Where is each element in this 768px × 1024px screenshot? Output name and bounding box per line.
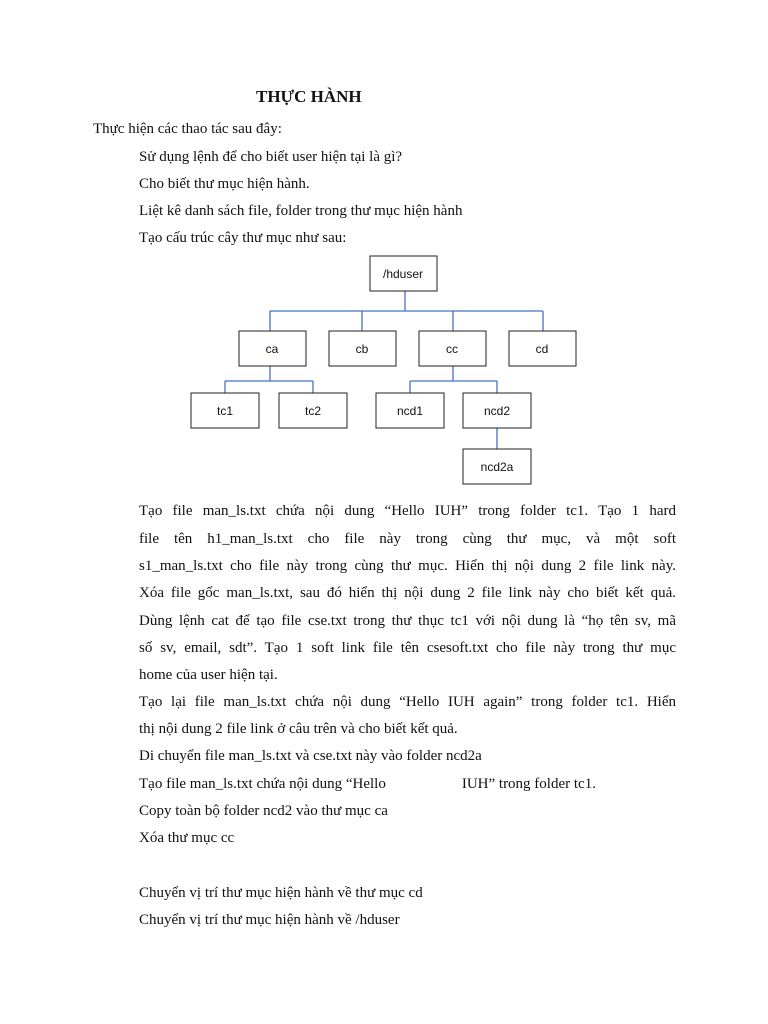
task-hello-line bbox=[139, 774, 596, 794]
node-ca bbox=[239, 331, 306, 366]
task-delete-cc: Xóa thư mục cc bbox=[139, 830, 235, 846]
task-list-files: Liệt kê danh sách file, folder trong thư mục hiện hành bbox=[139, 203, 463, 219]
node-root-label: /hduser bbox=[382, 267, 424, 281]
task-copy-folder: Copy toàn bộ folder ncd2 vào thư mục ca bbox=[139, 803, 388, 819]
node-tc1-label: tc1 bbox=[216, 404, 234, 418]
paragraph-line: Tạo file man_ls.txt chứa nội dung “Hello IUH” trong folder tc1. Tạo 1 hard bbox=[139, 503, 676, 519]
node-cb-label: cb bbox=[355, 342, 369, 356]
paragraph-line: Xóa file gốc man_ls.txt, sau đó hiển thị nội dung 2 file link này cho biết kết quả. bbox=[139, 585, 676, 601]
task-current-user: Sử dụng lệnh để cho biết user hiện tại là gì? bbox=[139, 149, 403, 165]
node-ncd2a-label: ncd2a bbox=[480, 460, 514, 474]
node-cc bbox=[419, 331, 486, 366]
task-hello-left: Tạo file man_ls.txt chứa nội dung “Hello bbox=[139, 776, 386, 792]
paragraph-line: Tạo lại file man_ls.txt chứa nội dung “Hello IUH again” trong folder tc1. Hiển bbox=[139, 694, 676, 710]
paragraph-line: thị nội dung 2 file link ở câu trên và cho biết kết quả. bbox=[139, 721, 458, 737]
node-cd bbox=[509, 331, 576, 366]
node-cd-label: cd bbox=[535, 342, 549, 356]
node-ncd1-label: ncd1 bbox=[396, 404, 424, 418]
paragraph-line: file tên h1_man_ls.txt cho file này trong cùng thư mục, và một soft bbox=[139, 531, 676, 547]
node-cc-label: cc bbox=[446, 342, 458, 356]
node-cb bbox=[329, 331, 396, 366]
task-hello-right: IUH” trong folder tc1. bbox=[461, 776, 596, 792]
node-ncd1 bbox=[376, 393, 444, 428]
paragraph-line: home của user hiện tại. bbox=[139, 667, 278, 683]
node-ncd2 bbox=[463, 393, 531, 428]
paragraph-line: số sv, email, sdt”. Tạo 1 soft link file tên csesoft.txt cho file này trong thư mục bbox=[139, 640, 676, 656]
paragraph-line: Dùng lệnh cat để tạo file cse.txt trong thư thục tc1 với nội dung là “họ tên sv, mã bbox=[139, 613, 676, 629]
task-cd-to-cd: Chuyển vị trí thư mục hiện hành về thư mục cd bbox=[139, 885, 423, 901]
node-root bbox=[370, 256, 437, 291]
node-ca-label: ca bbox=[265, 342, 279, 356]
paragraph-line: s1_man_ls.txt cho file này trong cùng thư mục. Hiển thị nội dung 2 file link này. bbox=[139, 558, 676, 574]
task-current-dir: Cho biết thư mục hiện hành. bbox=[139, 176, 310, 192]
node-tc2-label: tc2 bbox=[304, 404, 322, 418]
task-cd-to-hduser: Chuyển vị trí thư mục hiện hành về /hduser bbox=[139, 912, 400, 928]
node-ncd2a bbox=[463, 449, 531, 484]
page-title: THỰC HÀNH bbox=[256, 87, 362, 106]
task-create-tree: Tạo cấu trúc cây thư mục như sau: bbox=[139, 230, 347, 246]
paragraph-line: Di chuyển file man_ls.txt và cse.txt này vào folder ncd2a bbox=[139, 748, 482, 764]
intro-text: Thực hiện các thao tác sau đây: bbox=[93, 121, 282, 137]
node-ncd2-label: ncd2 bbox=[483, 404, 511, 418]
node-tc1 bbox=[191, 393, 259, 428]
node-tc2 bbox=[279, 393, 347, 428]
